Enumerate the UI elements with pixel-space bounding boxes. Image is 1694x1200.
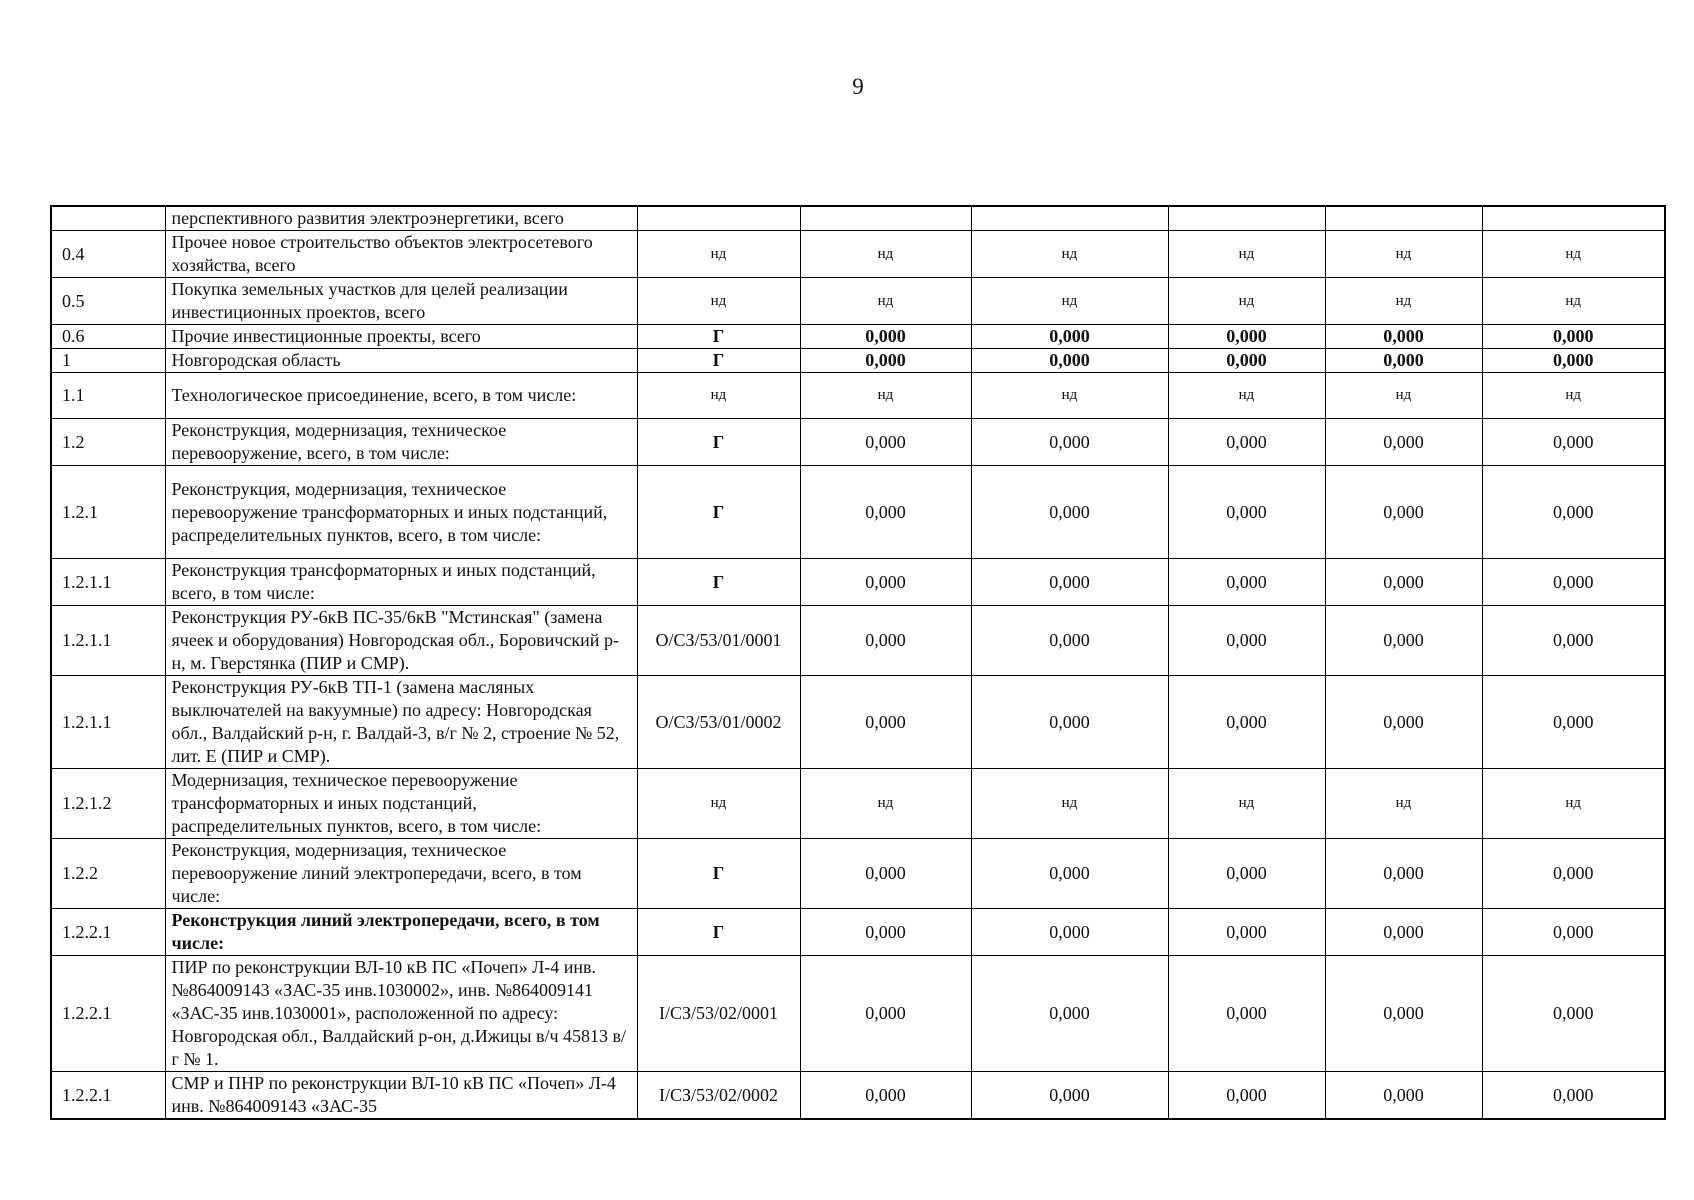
row-project-id: I/СЗ/53/02/0002 — [637, 1072, 800, 1120]
row-value-1: 0,000 — [800, 466, 971, 559]
row-value-3: нд — [1168, 278, 1325, 325]
row-value-2: 0,000 — [971, 909, 1168, 956]
row-value-5: 0,000 — [1482, 676, 1665, 769]
row-value-1: нд — [800, 278, 971, 325]
row-value-4: 0,000 — [1325, 559, 1482, 606]
row-value-4: нд — [1325, 278, 1482, 325]
row-project-id: Г — [637, 909, 800, 956]
row-value-4: 0,000 — [1325, 349, 1482, 373]
row-value-2: 0,000 — [971, 466, 1168, 559]
row-value-2: нд — [971, 373, 1168, 419]
row-code: 1.2.2.1 — [51, 1072, 165, 1120]
row-value-3: 0,000 — [1168, 466, 1325, 559]
row-value-4: нд — [1325, 231, 1482, 278]
row-value-2: 0,000 — [971, 839, 1168, 909]
row-value-5: 0,000 — [1482, 956, 1665, 1072]
row-name: Реконструкция, модернизация, техническое перевооружение линий электропередачи, всего, в том числе: — [165, 839, 637, 909]
row-value-2: 0,000 — [971, 325, 1168, 349]
row-value-2: нд — [971, 278, 1168, 325]
row-value-4: 0,000 — [1325, 839, 1482, 909]
table-row — [51, 419, 1665, 466]
row-value-5: нд — [1482, 278, 1665, 325]
table-row — [51, 909, 1665, 956]
row-project-id: Г — [637, 559, 800, 606]
row-value-1: 0,000 — [800, 325, 971, 349]
row-value-5: 0,000 — [1482, 1072, 1665, 1120]
row-value-4: 0,000 — [1325, 676, 1482, 769]
row-value-5: 0,000 — [1482, 419, 1665, 466]
row-value-3: нд — [1168, 231, 1325, 278]
row-project-id: нд — [637, 769, 800, 839]
table-body — [51, 206, 1665, 1119]
row-value-3: 0,000 — [1168, 419, 1325, 466]
row-code: 1.2.1.2 — [51, 769, 165, 839]
row-value-5: 0,000 — [1482, 909, 1665, 956]
row-value-3: нд — [1168, 769, 1325, 839]
row-name: Реконструкция РУ-6кВ ПС-35/6кВ "Мстинская" (замена ячеек и оборудования) Новгородская обл., Боровичский р-н, м. Гверстянка (ПИР и СМР). — [165, 606, 637, 676]
row-name: Реконструкция трансформаторных и иных подстанций, всего, в том числе: — [165, 559, 637, 606]
row-project-id: нд — [637, 373, 800, 419]
row-value-2: 0,000 — [971, 349, 1168, 373]
row-value-1: 0,000 — [800, 1072, 971, 1120]
row-value-1: нд — [800, 373, 971, 419]
row-name: перспективного развития электроэнергетики, всего — [165, 206, 637, 231]
table-row — [51, 956, 1665, 1072]
row-value-3: 0,000 — [1168, 349, 1325, 373]
row-value-1: нд — [800, 769, 971, 839]
row-value-3: 0,000 — [1168, 606, 1325, 676]
row-value-2: 0,000 — [971, 606, 1168, 676]
row-name: Прочее новое строительство объектов электросетевого хозяйства, всего — [165, 231, 637, 278]
row-value-3: 0,000 — [1168, 1072, 1325, 1120]
row-value-2 — [971, 206, 1168, 231]
row-value-5: 0,000 — [1482, 606, 1665, 676]
row-name: Покупка земельных участков для целей реализации инвестиционных проектов, всего — [165, 278, 637, 325]
table-row — [51, 559, 1665, 606]
row-name: ПИР по реконструкции ВЛ-10 кВ ПС «Почеп» Л-4 инв. №864009143 «ЗАС-35 инв.1030002», инв. №864009141 «ЗАС-35 инв.1030001», расположенной по адресу: Новгородская обл., Валдайский р-он, д.Ижицы в/ч 45813 в/г № 1. — [165, 956, 637, 1072]
row-value-3: 0,000 — [1168, 956, 1325, 1072]
row-project-id: Г — [637, 349, 800, 373]
row-value-1: нд — [800, 231, 971, 278]
row-value-4: 0,000 — [1325, 1072, 1482, 1120]
row-name: Прочие инвестиционные проекты, всего — [165, 325, 637, 349]
row-code: 1.2 — [51, 419, 165, 466]
row-value-5: нд — [1482, 373, 1665, 419]
row-value-2: нд — [971, 231, 1168, 278]
row-value-2: нд — [971, 769, 1168, 839]
row-code: 1 — [51, 349, 165, 373]
table-row — [51, 278, 1665, 325]
row-value-1: 0,000 — [800, 839, 971, 909]
table-row — [51, 325, 1665, 349]
row-name: СМР и ПНР по реконструкции ВЛ-10 кВ ПС «Почеп» Л-4 инв. №864009143 «ЗАС-35 — [165, 1072, 637, 1120]
row-value-2: 0,000 — [971, 419, 1168, 466]
page-number: 9 — [852, 74, 864, 99]
row-value-4: 0,000 — [1325, 466, 1482, 559]
table-row — [51, 206, 1665, 231]
row-value-5: 0,000 — [1482, 325, 1665, 349]
row-code: 0.5 — [51, 278, 165, 325]
row-value-5: нд — [1482, 231, 1665, 278]
row-value-5: 0,000 — [1482, 349, 1665, 373]
row-code: 1.2.1.1 — [51, 606, 165, 676]
row-code — [51, 206, 165, 231]
row-name: Реконструкция, модернизация, техническое перевооружение трансформаторных и иных подстанций, распределительных пунктов, всего, в том числе: — [165, 466, 637, 559]
row-name: Реконструкция линий электропередачи, всего, в том числе: — [165, 909, 637, 956]
row-value-3: 0,000 — [1168, 839, 1325, 909]
row-value-4: 0,000 — [1325, 956, 1482, 1072]
row-project-id: нд — [637, 231, 800, 278]
row-project-id: Г — [637, 419, 800, 466]
row-code: 1.2.1.1 — [51, 676, 165, 769]
row-code: 0.6 — [51, 325, 165, 349]
row-project-id: Г — [637, 325, 800, 349]
row-code: 1.2.2.1 — [51, 909, 165, 956]
row-name: Реконструкция, модернизация, техническое перевооружение, всего, в том числе: — [165, 419, 637, 466]
row-value-1: 0,000 — [800, 606, 971, 676]
row-name: Реконструкция РУ-6кВ ТП-1 (замена масляных выключателей на вакуумные) по адресу: Новгородская обл., Валдайский р-н, г. Валдай-3, в/г № 2, строение № 52, лит. Е (ПИР и СМР). — [165, 676, 637, 769]
row-value-5: 0,000 — [1482, 559, 1665, 606]
row-value-2: 0,000 — [971, 559, 1168, 606]
row-value-2: 0,000 — [971, 676, 1168, 769]
row-value-5: нд — [1482, 769, 1665, 839]
row-value-4: нд — [1325, 373, 1482, 419]
table-row — [51, 769, 1665, 839]
investment-table — [50, 205, 1666, 1120]
table-row — [51, 676, 1665, 769]
row-project-id: О/СЗ/53/01/0001 — [637, 606, 800, 676]
row-value-4 — [1325, 206, 1482, 231]
row-code: 1.2.1.1 — [51, 559, 165, 606]
investment-table-wrapper — [50, 205, 1664, 1120]
table-row — [51, 231, 1665, 278]
row-code: 0.4 — [51, 231, 165, 278]
row-value-1: 0,000 — [800, 956, 971, 1072]
row-code: 1.2.2.1 — [51, 956, 165, 1072]
row-value-4: нд — [1325, 769, 1482, 839]
row-value-3: 0,000 — [1168, 325, 1325, 349]
row-value-4: 0,000 — [1325, 419, 1482, 466]
row-value-3 — [1168, 206, 1325, 231]
row-project-id — [637, 206, 800, 231]
table-row — [51, 466, 1665, 559]
table-row — [51, 839, 1665, 909]
row-project-id: Г — [637, 466, 800, 559]
row-value-1: 0,000 — [800, 909, 971, 956]
table-row — [51, 349, 1665, 373]
row-project-id: О/СЗ/53/01/0002 — [637, 676, 800, 769]
row-code: 1.2.1 — [51, 466, 165, 559]
table-row — [51, 1072, 1665, 1120]
row-name: Модернизация, техническое перевооружение трансформаторных и иных подстанций, распределительных пунктов, всего, в том числе: — [165, 769, 637, 839]
row-value-2: 0,000 — [971, 1072, 1168, 1120]
row-value-3: 0,000 — [1168, 909, 1325, 956]
row-value-1: 0,000 — [800, 349, 971, 373]
row-code: 1.2.2 — [51, 839, 165, 909]
row-value-5 — [1482, 206, 1665, 231]
row-code: 1.1 — [51, 373, 165, 419]
row-value-1 — [800, 206, 971, 231]
row-name: Новгородская область — [165, 349, 637, 373]
row-value-3: нд — [1168, 373, 1325, 419]
row-value-5: 0,000 — [1482, 839, 1665, 909]
row-value-1: 0,000 — [800, 559, 971, 606]
row-value-4: 0,000 — [1325, 606, 1482, 676]
row-project-id: I/СЗ/53/02/0001 — [637, 956, 800, 1072]
row-value-3: 0,000 — [1168, 676, 1325, 769]
table-row — [51, 373, 1665, 419]
row-value-4: 0,000 — [1325, 325, 1482, 349]
row-value-3: 0,000 — [1168, 559, 1325, 606]
table-row — [51, 606, 1665, 676]
row-project-id: Г — [637, 839, 800, 909]
row-value-1: 0,000 — [800, 676, 971, 769]
row-name: Технологическое присоединение, всего, в том числе: — [165, 373, 637, 419]
row-project-id: нд — [637, 278, 800, 325]
row-value-1: 0,000 — [800, 419, 971, 466]
row-value-4: 0,000 — [1325, 909, 1482, 956]
row-value-2: 0,000 — [971, 956, 1168, 1072]
row-value-5: 0,000 — [1482, 466, 1665, 559]
